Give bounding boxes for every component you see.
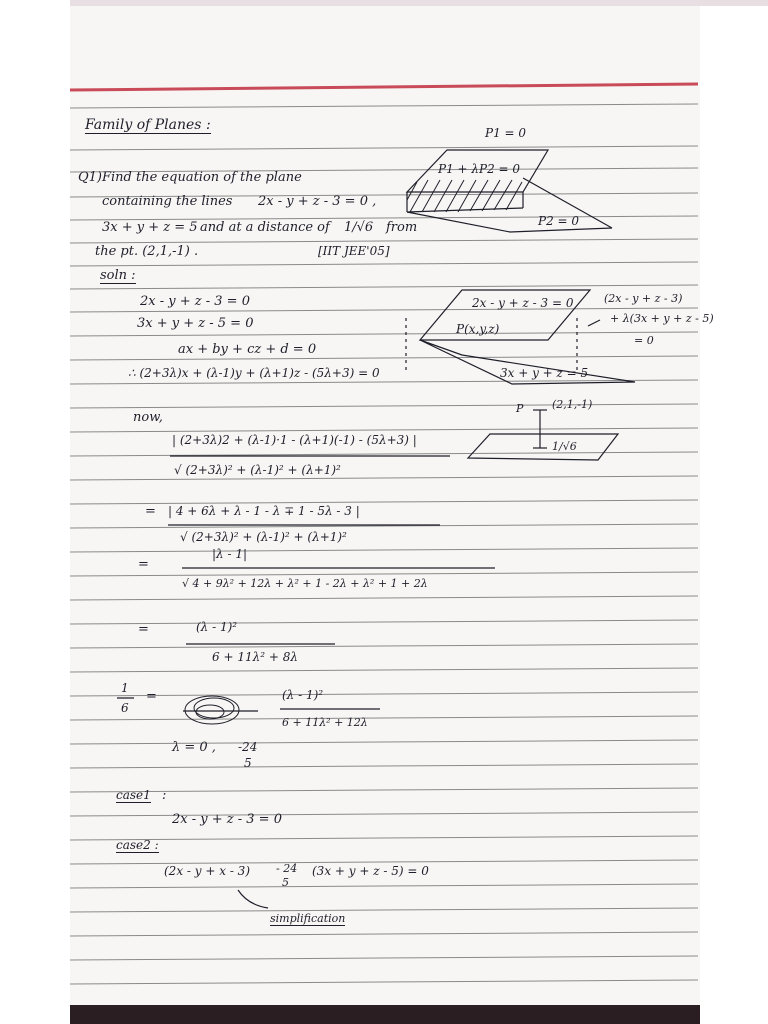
case2-label: case2 : <box>116 838 159 852</box>
rule <box>70 692 698 696</box>
rule <box>70 980 698 984</box>
question-line-1: Find the equation of the plane <box>102 170 302 185</box>
rule <box>70 812 698 816</box>
lambda-fraction-numerator: -24 <box>238 740 258 754</box>
arrow-curve <box>238 890 268 908</box>
rule <box>70 404 698 408</box>
case1-label: case1 <box>116 788 151 802</box>
question-line-3a: 3x + y + z = 5 <box>102 220 198 235</box>
equation-line-1: 2x - y + z - 3 = 0 <box>140 294 250 309</box>
case1-equation: 2x - y + z - 3 = 0 <box>172 812 282 827</box>
rule <box>70 764 698 768</box>
rule <box>70 644 698 648</box>
rule <box>70 884 698 888</box>
page-heading: Family of Planes : <box>85 117 211 133</box>
step2-denominator: √ (2+3λ)² + (λ-1)² + (λ+1)² <box>180 530 347 544</box>
label-p1: P1 = 0 <box>485 126 527 140</box>
question-source: [IIT JEE'05] <box>318 244 390 258</box>
lambda-fraction-denominator: 5 <box>244 756 252 770</box>
rule <box>70 956 698 960</box>
label-p1-lambda-p2: P1 + λP2 = 0 <box>438 162 521 176</box>
rule <box>70 620 698 624</box>
edge <box>407 212 510 232</box>
rule <box>70 908 698 912</box>
solution-label: soln : <box>100 268 136 283</box>
rule <box>70 476 698 480</box>
step4-equals: = <box>138 622 149 637</box>
rule <box>70 836 698 840</box>
case2-equation-b: (3x + y + z - 5) = 0 <box>312 864 429 878</box>
question-line-3d: from <box>386 220 418 235</box>
simplification-note: simplification <box>270 912 346 925</box>
rule <box>70 740 698 744</box>
label-distance: 1/√6 <box>552 440 577 453</box>
label-point-coords: (2,1,-1) <box>552 398 593 411</box>
question-line-2b: 2x - y + z - 3 = 0 , <box>258 194 377 209</box>
scribble-mark <box>185 696 239 724</box>
question-number: Q1) <box>78 170 103 185</box>
step4-denominator: 6 + 11λ² + 8λ <box>212 650 298 664</box>
rule <box>70 428 698 432</box>
step1-denominator: √ (2+3λ)² + (λ-1)² + (λ+1)² <box>174 463 341 477</box>
step2-numerator: | 4 + 6λ + λ - 1 - λ ∓ 1 - 5λ - 3 | <box>168 504 360 518</box>
rule <box>70 572 698 576</box>
horizontal-rules <box>70 104 698 984</box>
equation-general-plane: ax + by + cz + d = 0 <box>178 342 317 357</box>
step3-denominator: √ 4 + 9λ² + 12λ + λ² + 1 - 2λ + λ² + 1 + 2λ <box>182 577 428 590</box>
step5-lhs-denominator: 6 <box>121 701 129 715</box>
case2-fraction-denominator: 5 <box>282 876 289 889</box>
step5-lhs-numerator: 1 <box>121 681 129 695</box>
question-line-2a: containing the lines <box>102 194 233 209</box>
margin-line <box>70 84 698 90</box>
hatching <box>407 180 522 212</box>
step3-numerator: |λ - 1| <box>212 547 248 561</box>
step1-numerator: | (2+3λ)2 + (λ-1)·1 - (λ+1)(-1) - (5λ+3) | <box>172 433 417 447</box>
label-point: P <box>516 402 524 415</box>
label-p2: P2 = 0 <box>538 214 580 228</box>
label-top-plane: 2x - y + z - 3 = 0 <box>472 296 574 310</box>
case1-colon: : <box>162 788 167 803</box>
question-line-3c: 1/√6 <box>344 220 374 235</box>
step5-equals: = <box>146 689 157 704</box>
arrow <box>588 320 600 326</box>
rule <box>70 668 698 672</box>
label-bottom-plane: 3x + y + z = 5 <box>500 366 589 380</box>
rule <box>70 356 698 360</box>
rule <box>70 548 698 552</box>
step5-numerator: (λ - 1)² <box>282 688 324 702</box>
label-point-p: P(x,y,z) <box>456 322 500 336</box>
rule <box>70 104 698 108</box>
step2-equals: = <box>145 504 156 519</box>
bottom-surface <box>70 1005 700 1024</box>
rule <box>70 500 698 504</box>
rule <box>70 285 698 289</box>
rule <box>70 146 698 150</box>
lambda-result: λ = 0 , <box>172 740 216 755</box>
equation-line-2: 3x + y + z - 5 = 0 <box>137 316 254 331</box>
side-note-1: (2x - y + z - 3) <box>604 292 683 305</box>
rule <box>70 239 698 243</box>
equation-family: ∴ (2+3λ)x + (λ-1)y + (λ+1)z - (5λ+3) = 0 <box>128 366 380 380</box>
edge <box>510 228 612 232</box>
question-line-4a: the pt. (2,1,-1) . <box>95 244 199 259</box>
step3-equals: = <box>138 557 149 572</box>
rule <box>70 332 698 336</box>
side-note-2: + λ(3x + y + z - 5) <box>610 312 714 325</box>
step4-numerator: (λ - 1)² <box>196 620 238 634</box>
rule <box>70 262 698 266</box>
rule <box>70 932 698 936</box>
question-line-3b: and at a distance of <box>200 220 330 235</box>
side-note-3: = 0 <box>634 334 654 347</box>
case2-fraction-numerator: - 24 <box>276 862 298 875</box>
rule <box>70 716 698 720</box>
rule <box>70 596 698 600</box>
now-label: now, <box>133 410 163 425</box>
plane-figure3 <box>468 434 618 460</box>
case2-equation-a: (2x - y + x - 3) <box>164 864 250 878</box>
step5-denominator: 6 + 11λ² + 12λ <box>282 716 368 729</box>
